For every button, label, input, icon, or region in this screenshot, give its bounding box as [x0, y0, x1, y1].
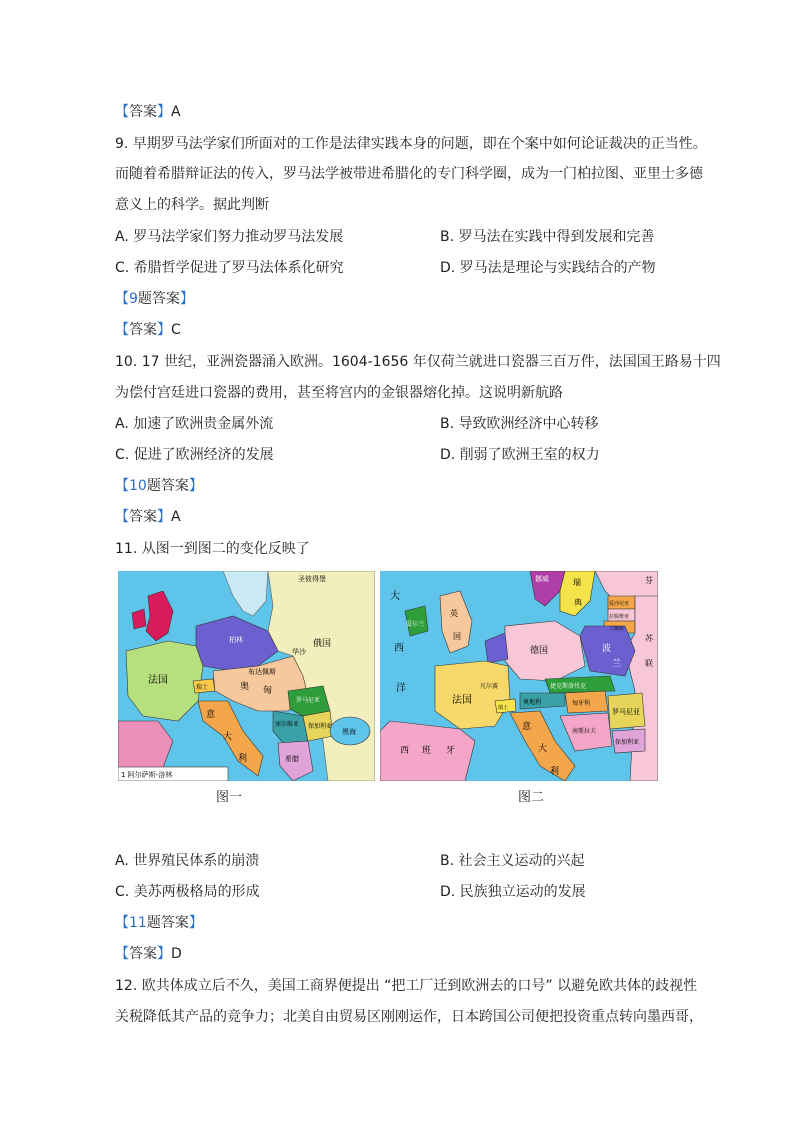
- answer-line-q9: 【答案】C: [115, 322, 181, 338]
- q9-answer-header: 【9题答案】: [115, 291, 194, 307]
- map2-label: 大: [538, 744, 548, 754]
- map2-label: 凡尔赛: [480, 683, 499, 690]
- map1-label: 瑞士: [196, 684, 209, 691]
- q10-answer-header: 【10题答案】: [115, 478, 203, 494]
- question-12-stem-line1: 12. 欧共体成立后不久，美国工商界便提出 “把工厂迁到欧洲去的口号” 以避免欧共体的歧视性: [115, 978, 698, 994]
- map1-label: 圣彼得堡: [298, 575, 326, 583]
- question-9-stem-line2: 而随着希腊辩证法的传入，罗马法学被带进希腊化的专门科学圈，成为一门柏拉图、亚里士多德: [115, 166, 703, 182]
- answer-label: 答案: [129, 322, 157, 338]
- map2-label: 奥地利: [523, 699, 542, 706]
- map2-label: 法国: [452, 695, 472, 706]
- answer-value: D: [171, 946, 182, 962]
- question-9-stem-line3: 意义上的科学。据此判断: [115, 197, 269, 213]
- answer-line-q10: 【答案】A: [115, 509, 181, 525]
- map2-label: 大: [390, 591, 400, 602]
- map2-label: 兰: [612, 659, 622, 669]
- q11-option-d[interactable]: D. 民族独立运动的发展: [440, 884, 586, 900]
- map2-label: 捷克斯洛伐克: [550, 683, 587, 690]
- map2-label: 爱沙尼亚: [609, 601, 630, 607]
- question-11-stem: 11. 从图一到图二的变化反映了: [115, 541, 310, 557]
- map2-label: 苏: [645, 634, 653, 643]
- map2-label: 联: [645, 659, 653, 668]
- map1-label: 俄国: [313, 639, 332, 649]
- q9-option-a[interactable]: A. 罗马法学家们努力推动罗马法发展: [115, 229, 344, 245]
- map2-label: 典: [574, 598, 582, 607]
- q10-option-c[interactable]: C. 促进了欧洲经济的发展: [115, 447, 274, 463]
- q9-option-d[interactable]: D. 罗马法是理论与实践结合的产物: [440, 260, 656, 276]
- map2-label: 利: [550, 767, 560, 777]
- map1-label: 黑海: [342, 728, 356, 736]
- map1-label: 奥: [240, 682, 250, 692]
- map1-label: 罗马尼亚: [296, 697, 321, 704]
- map2-label: 国: [453, 632, 461, 641]
- map1-label: 布达佩斯: [248, 668, 276, 676]
- map1-label: 希腊: [285, 755, 299, 763]
- map1-legend: 1 阿尔萨斯-洛林: [121, 771, 173, 779]
- q10-option-d[interactable]: D. 削弱了欧洲王室的权力: [440, 447, 600, 463]
- map2-label: 瑞: [573, 578, 581, 587]
- map1-label: 意: [206, 710, 216, 720]
- answer-label: 答案: [129, 509, 157, 525]
- map2-label: 南斯拉夫: [572, 728, 597, 735]
- map1-label: 保加利亚: [308, 723, 333, 730]
- question-12-stem-line2: 关税降低其产品的竞争力；北美自由贸易区刚刚运作，日本跨国公司便把投资重点转向墨西哥，: [115, 1009, 703, 1025]
- q11-option-c[interactable]: C. 美苏两极格局的形成: [115, 884, 260, 900]
- q11-option-a[interactable]: A. 世界殖民体系的崩溃: [115, 853, 260, 869]
- q9-option-b[interactable]: B. 罗马法在实践中得到发展和完善: [440, 229, 655, 245]
- map2-label: 立陶宛: [609, 626, 625, 632]
- map2-label: 英: [450, 609, 458, 618]
- map1-caption: 图一: [216, 790, 243, 805]
- map2-label: 拉脱维亚: [609, 614, 630, 620]
- map2-label: 挪威: [535, 575, 549, 583]
- map2-label: 牙: [446, 746, 456, 756]
- map2-label: 西: [400, 746, 410, 756]
- map2-label: 波: [602, 644, 612, 654]
- question-9-stem-line1: 9. 早期罗马法学家们所面对的工作是法律实践本身的问题，即在个案中如何论证裁决的正当性。: [115, 136, 707, 152]
- q11-option-b[interactable]: B. 社会主义运动的兴起: [440, 853, 585, 869]
- map2-label: 匈牙利: [572, 700, 591, 707]
- q10-option-b[interactable]: B. 导致欧洲经济中心转移: [440, 416, 599, 432]
- map1-label: 法国: [148, 675, 168, 686]
- map-figure-1: [118, 571, 375, 781]
- map2-caption: 图二: [518, 790, 545, 805]
- map2-label: 罗马尼亚: [612, 708, 640, 716]
- map2-label: 意: [522, 722, 532, 732]
- answer-label: 答案: [129, 946, 157, 962]
- map1-label: 华沙: [292, 648, 306, 656]
- map1-label: 大: [223, 732, 233, 742]
- map2-label: 西: [394, 643, 404, 654]
- question-10-stem-line1: 10. 17 世纪，亚洲瓷器涌入欧洲。1604-1656 年仅荷兰就进口瓷器三百万件，法国国王路易十四: [115, 354, 721, 370]
- answer-label: 答案: [129, 104, 157, 120]
- answer-value: A: [171, 509, 181, 525]
- map2-label: 德国: [530, 646, 549, 656]
- map1-label: 塞尔维亚: [275, 721, 300, 728]
- map2-label: 爱尔兰: [406, 621, 425, 628]
- answer-value: C: [171, 322, 181, 338]
- q11-answer-header: 【11题答案】: [115, 915, 203, 931]
- map2-label: 瑞士: [498, 705, 509, 711]
- answer-line-q11: 【答案】D: [115, 946, 182, 962]
- q10-option-a[interactable]: A. 加速了欧洲贵金属外流: [115, 416, 274, 432]
- map1-label: 柏林: [229, 636, 243, 644]
- map2-label: 班: [422, 746, 432, 756]
- question-10-stem-line2: 为偿付宫廷进口瓷器的费用，甚至将宫内的金银器熔化掉。这说明新航路: [115, 385, 563, 401]
- map1-label: 利: [238, 754, 248, 764]
- q9-option-c[interactable]: C. 希腊哲学促进了罗马法体系化研究: [115, 260, 344, 276]
- map2-label: 保加利亚: [615, 739, 640, 746]
- map-figure-2: [380, 571, 658, 781]
- map2-label: 芬: [645, 576, 653, 585]
- map1-label: 匈: [263, 686, 273, 696]
- map2-label: 洋: [396, 683, 406, 694]
- answer-value: A: [171, 104, 181, 120]
- answer-line-q8: 【答案】A: [115, 104, 181, 120]
